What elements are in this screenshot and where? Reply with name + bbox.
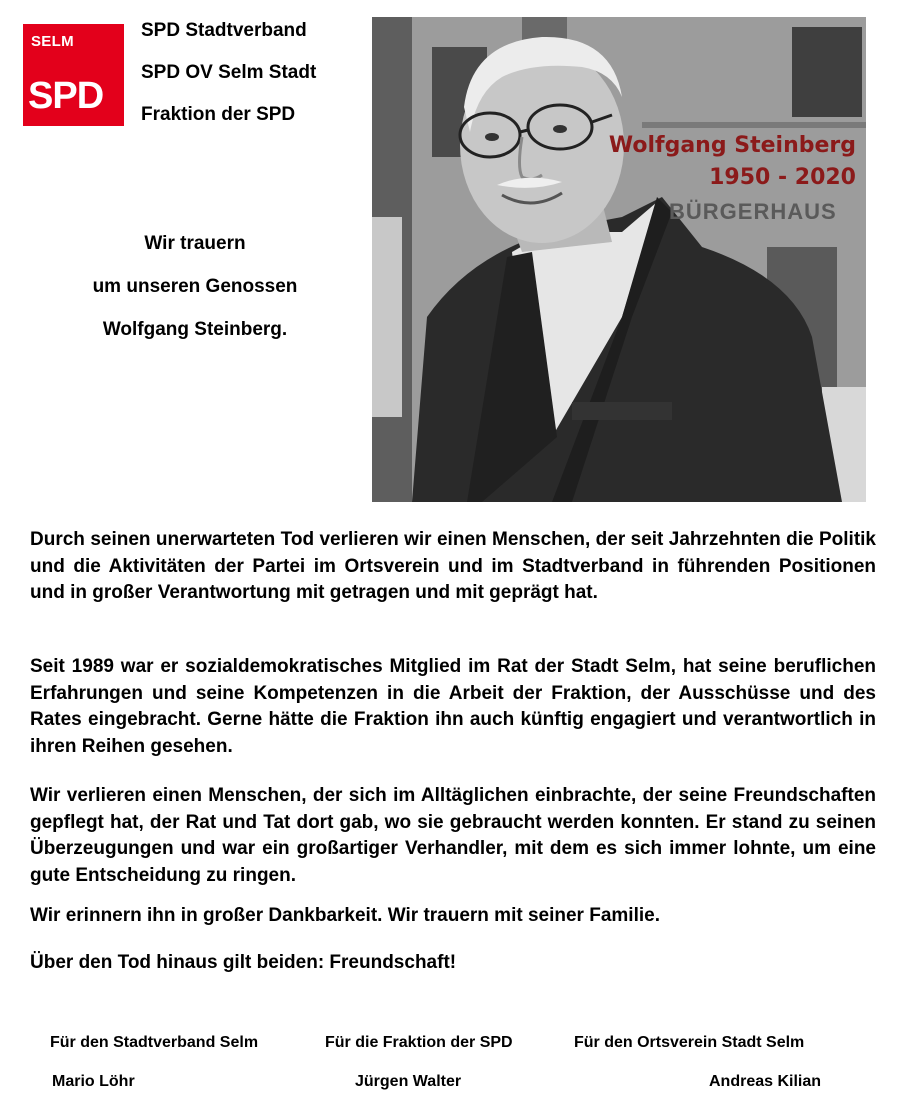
org-line-fraktion: Fraktion der SPD xyxy=(141,104,296,125)
photo-caption-name: Wolfgang Steinberg xyxy=(608,133,856,158)
org-line-stadtverband: SPD Stadtverband xyxy=(141,20,307,41)
portrait-photo xyxy=(372,17,866,502)
logo-small-text: SELM xyxy=(31,33,74,50)
paragraph-3: Wir verlieren einen Menschen, der sich im Alltäglichen einbrachte, der seine Freundschaften gepflegt hat, der Rat und Tat dort gab, wo sie gebraucht werden konnten. Er stand zu seinen Überzeugungen und war ein großartiger Verhandler, mit dem es sich immer lohnte, um eine gute Entscheidung zu ringen. xyxy=(30,785,876,886)
mourning-line-2: um unseren Genossen xyxy=(92,276,298,297)
signature-name-stadtverband: Mario Löhr xyxy=(52,1073,135,1090)
paragraph-4: Wir erinnern ihn in großer Dankbarkeit. Wir trauern mit seiner Familie. xyxy=(30,905,660,926)
org-line-ov: SPD OV Selm Stadt xyxy=(141,62,317,83)
signature-name-fraktion: Jürgen Walter xyxy=(355,1073,462,1090)
spd-logo xyxy=(23,24,124,126)
photo-caption-years: 1950 - 2020 xyxy=(709,165,856,190)
building-sign: BÜRGERHAUS xyxy=(669,199,837,224)
portrait-illustration xyxy=(372,17,866,502)
mourning-line-1: Wir trauern xyxy=(144,233,246,254)
mourning-line-3: Wolfgang Steinberg. xyxy=(102,319,288,340)
signature-role-stadtverband: Für den Stadtverband Selm xyxy=(50,1034,259,1051)
signature-role-fraktion: Für die Fraktion der SPD xyxy=(325,1034,513,1051)
logo-big-text: SPD xyxy=(28,75,104,117)
paragraph-1: Durch seinen unerwarteten Tod verlieren wir einen Menschen, der seit Jahrzehnten die Politik und die Aktivitäten der Partei im Ortsverein und im Stadtverband in führenden Positionen und in großer Verantwortung mit getragen und mit geprägt hat. xyxy=(30,529,876,603)
paragraph-2: Seit 1989 war er sozialdemokratisches Mitglied im Rat der Stadt Selm, hat seine beruflichen Erfahrungen und seine Kompetenzen in die Arbeit der Fraktion, der Ausschüsse und des Rates eingebracht. Gerne hätte die Fraktion ihn auch künftig engagiert und verantwortlich in ihren Reihen gesehen. xyxy=(30,656,876,757)
paragraph-5: Über den Tod hinaus gilt beiden: Freundschaft! xyxy=(30,952,457,973)
signature-name-ortsverein: Andreas Kilian xyxy=(709,1073,822,1090)
signature-role-ortsverein: Für den Ortsverein Stadt Selm xyxy=(574,1034,805,1051)
